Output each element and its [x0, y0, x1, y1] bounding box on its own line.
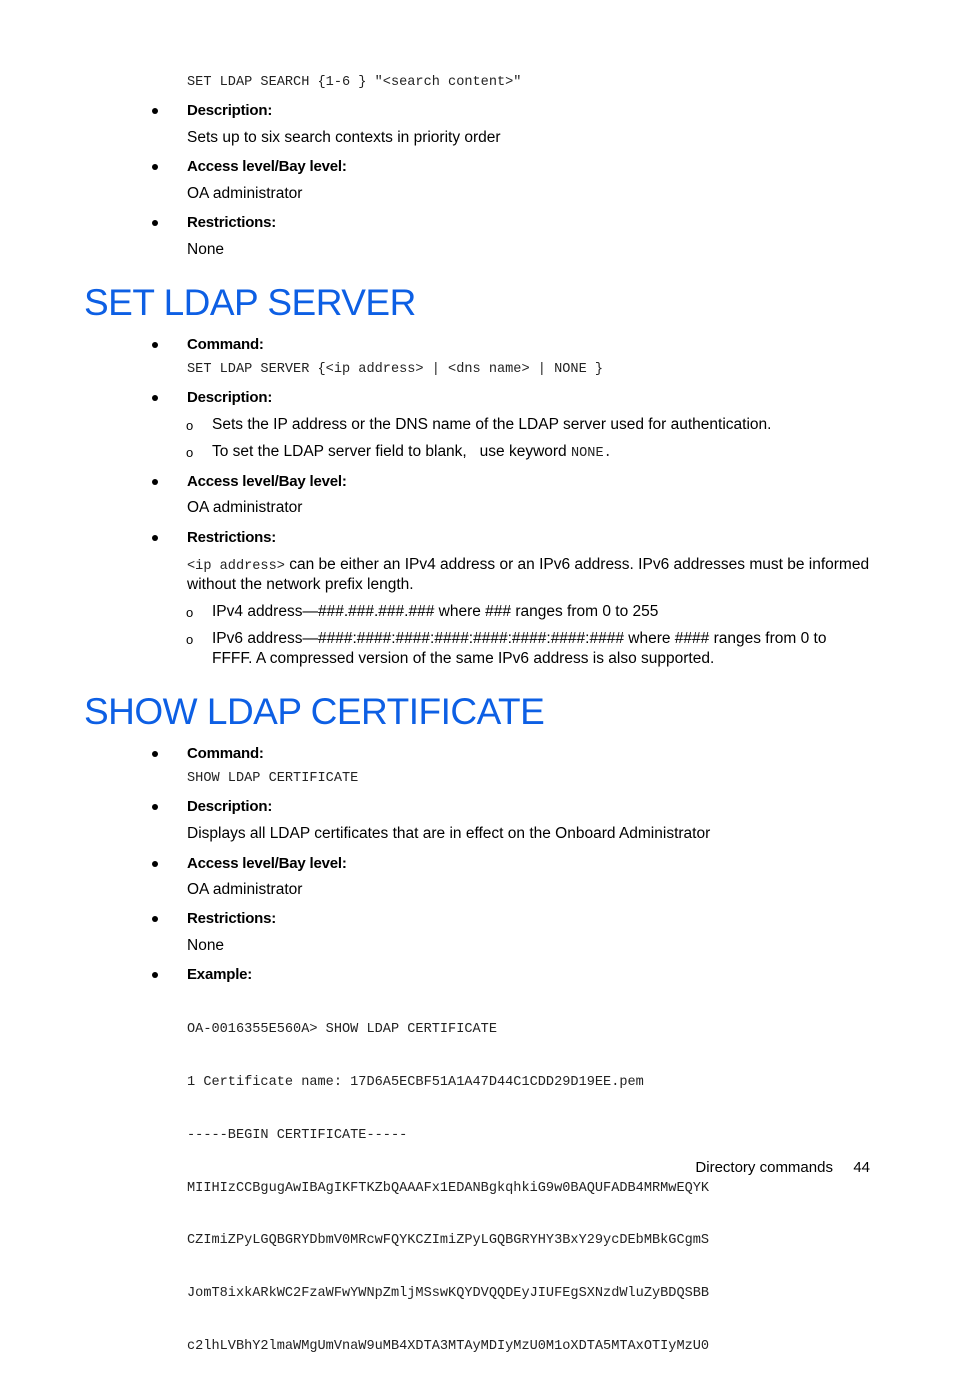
server-desc-item-2-text: To set the LDAP server field to blank, use keyword — [212, 443, 567, 460]
example-line: JomT8ixkARkWC2FzaWFwYWNpZmljMSswKQYDVQQDEyJIUFEgSXNzdWluZyBDQSBB — [187, 1286, 710, 1302]
bullet — [152, 395, 158, 401]
bullet — [152, 916, 158, 922]
bullet — [152, 164, 158, 170]
bullet — [152, 535, 158, 541]
bullet — [152, 751, 158, 757]
section-heading-set-ldap-server: SET LDAP SERVER — [84, 282, 416, 323]
bullet — [152, 479, 158, 485]
example-line: c2lhLVBhY2lmaWMgUmVnaW9uMB4XDTA3MTAyMDIyMzU0M1oXDTA5MTAxOTIyMzU0 — [187, 1338, 710, 1354]
example-label: Example: — [187, 966, 253, 983]
example-line: OA-0016355E560A> SHOW LDAP CERTIFICATE — [187, 1022, 497, 1038]
bullet — [152, 108, 158, 114]
example-output — [187, 986, 709, 1391]
bullet — [152, 972, 158, 978]
description-label: Description: — [187, 798, 273, 815]
access-label: Access level/Bay level: — [187, 855, 347, 872]
ipv6-rule-line-2: FFFF. A compressed version of the same IPv6 address is also supported. — [212, 650, 715, 667]
restriction-line-2: without the network prefix length. — [187, 576, 414, 593]
page-number: 44 — [853, 1159, 870, 1176]
footer-section-title: Directory commands — [695, 1159, 833, 1176]
sub-bullet: o — [186, 632, 194, 647]
search-description: Sets up to six search contexts in priority order — [187, 129, 501, 146]
restrictions-label: Restrictions: — [187, 529, 277, 546]
search-access: OA administrator — [187, 185, 303, 202]
restriction-line-1 — [187, 556, 869, 574]
access-label: Access level/Bay level: — [187, 158, 347, 175]
command-label: Command: — [187, 745, 264, 762]
cert-access: OA administrator — [187, 881, 303, 898]
server-access: OA administrator — [187, 499, 303, 516]
cert-command: SHOW LDAP CERTIFICATE — [187, 771, 359, 786]
cert-restrictions: None — [187, 937, 225, 954]
server-desc-item-2 — [212, 443, 612, 461]
server-desc-item-1: Sets the IP address or the DNS name of the LDAP server used for authentication. — [212, 416, 772, 433]
ip-address-code: <ip address> — [187, 559, 285, 574]
description-label: Description: — [187, 102, 273, 119]
sub-bullet: o — [186, 445, 194, 460]
restrictions-label: Restrictions: — [187, 214, 277, 231]
cert-description: Displays all LDAP certificates that are in effect on the Onboard Administrator — [187, 825, 711, 842]
bullet — [152, 220, 158, 226]
description-label: Description: — [187, 389, 273, 406]
bullet — [152, 342, 158, 348]
example-line: CZImiZPyLGQBGRYDbmV0MRcwFQYKCZImiZPyLGQBGRYHY3BxY29ycDEbMBkGCgmS — [187, 1233, 710, 1249]
none-keyword: NONE. — [570, 446, 612, 461]
bullet — [152, 804, 158, 810]
ipv6-rule-line-1: IPv6 address—####:####:####:####:####:####:####:#### where #### ranges from 0 to — [212, 630, 827, 647]
section-heading-show-ldap-certificate: SHOW LDAP CERTIFICATE — [84, 691, 545, 732]
ipv4-rule: IPv4 address—###.###.###.### where ### ranges from 0 to 255 — [212, 603, 659, 620]
access-label: Access level/Bay level: — [187, 473, 347, 490]
example-line: 1 Certificate name: 17D6A5ECBF51A1A47D44C1CDD29D19EE.pem — [187, 1074, 644, 1090]
page-footer — [695, 1159, 870, 1176]
command-label: Command: — [187, 336, 264, 353]
sub-bullet: o — [186, 605, 194, 620]
example-line: MIIHIzCCBgugAwIBAgIKFTKZbQAAAFx1EDANBgkqhkiG9w0BAQUFADB4MRMwEQYK — [187, 1180, 710, 1196]
search-command: SET LDAP SEARCH {1-6 } "<search content>" — [187, 75, 522, 90]
search-restrictions: None — [187, 241, 225, 258]
sub-bullet: o — [186, 418, 194, 433]
example-line: -----BEGIN CERTIFICATE----- — [187, 1127, 408, 1143]
restriction-text: can be either an IPv4 address or an IPv6 address. IPv6 addresses must be informed — [289, 556, 870, 573]
server-command: SET LDAP SERVER {<ip address> | <dns name> | NONE } — [187, 362, 604, 377]
restrictions-label: Restrictions: — [187, 910, 277, 927]
bullet — [152, 861, 158, 867]
